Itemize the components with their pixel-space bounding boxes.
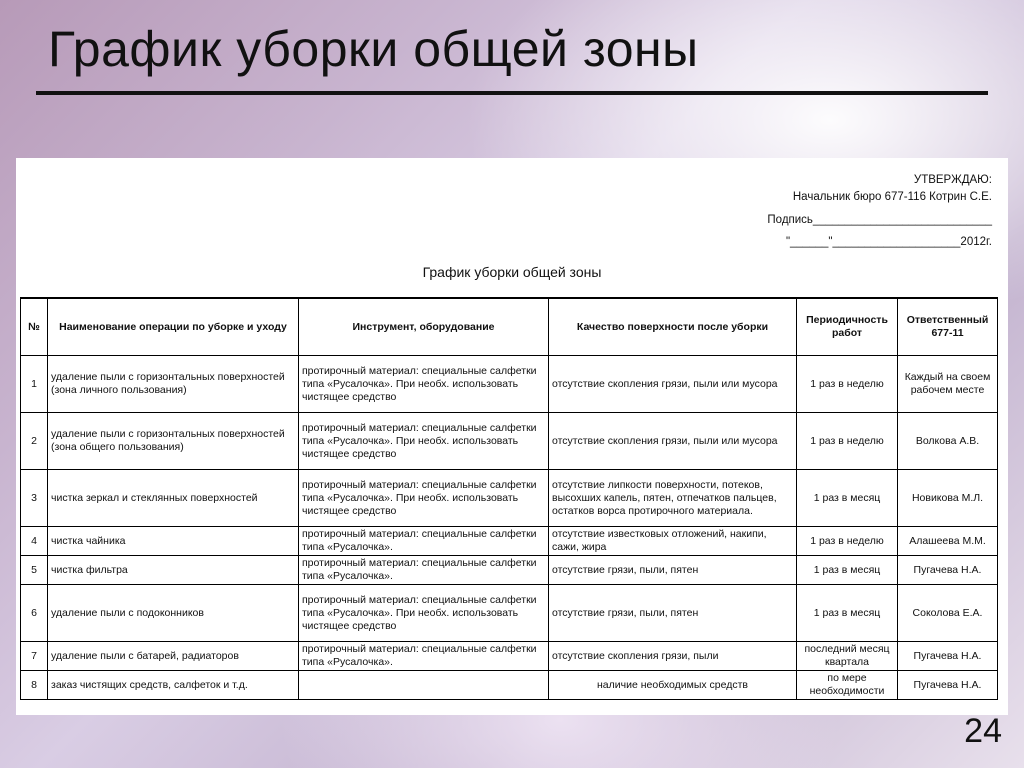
table-row	[21, 527, 998, 556]
row-quality: отсутствие грязи, пыли, пятен	[549, 585, 797, 642]
row-number: 6	[21, 585, 48, 642]
row-operation: удаление пыли с горизонтальных поверхностей (зона общего пользования)	[48, 413, 299, 470]
row-number: 8	[21, 671, 48, 700]
table-row	[21, 413, 998, 470]
row-number: 1	[21, 356, 48, 413]
table-row	[21, 470, 998, 527]
header-tool: Инструмент, оборудование	[299, 298, 549, 356]
row-operation: заказ чистящих средств, салфеток и т.д.	[48, 671, 299, 700]
row-tool	[299, 671, 549, 700]
cleaning-schedule-table	[20, 297, 998, 700]
row-responsible: Алашеева М.М.	[898, 527, 998, 556]
row-quality: отсутствие липкости поверхности, потеков, высохших капель, пятен, отпечатков пальцев, остатков ворса протирочного материала.	[549, 470, 797, 527]
row-responsible: Волкова А.В.	[898, 413, 998, 470]
row-period: 1 раз в месяц	[797, 556, 898, 585]
approval-heading: УТВЕРЖДАЮ:	[913, 174, 992, 186]
row-quality: отсутствие скопления грязи, пыли или мусора	[549, 356, 797, 413]
row-period: по мере необходимости	[797, 671, 898, 700]
header-operation: Наименование операции по уборке и уходу	[48, 298, 299, 356]
slide-title: График уборки общей зоны	[48, 21, 699, 77]
signature-line: Подпись____________________________	[767, 214, 992, 226]
table-row	[21, 556, 998, 585]
table-row	[21, 356, 998, 413]
row-number: 4	[21, 527, 48, 556]
row-responsible: Пугачева Н.А.	[898, 642, 998, 671]
row-tool: протирочный материал: специальные салфетки типа «Русалочка». При необх. использовать чистящее средство	[299, 470, 549, 527]
table-header-row	[21, 298, 998, 356]
row-period: 1 раз в месяц	[797, 470, 898, 527]
row-period: 1 раз в месяц	[797, 585, 898, 642]
row-period: 1 раз в неделю	[797, 356, 898, 413]
row-tool: протирочный материал: специальные салфетки типа «Русалочка».	[299, 642, 549, 671]
page-number: 24	[964, 712, 1002, 750]
row-tool: протирочный материал: специальные салфетки типа «Русалочка».	[299, 527, 549, 556]
row-quality: отсутствие грязи, пыли, пятен	[549, 556, 797, 585]
row-quality: отсутствие известковых отложений, накипи, сажи, жира	[549, 527, 797, 556]
header-quality: Качество поверхности после уборки	[549, 298, 797, 356]
row-tool: протирочный материал: специальные салфетки типа «Русалочка». При необх. использовать чистящее средство	[299, 356, 549, 413]
row-operation: чистка зеркал и стеклянных поверхностей	[48, 470, 299, 527]
row-period: 1 раз в неделю	[797, 413, 898, 470]
title-underline	[36, 91, 988, 95]
row-quality: наличие необходимых средств	[549, 671, 797, 700]
row-responsible: Пугачева Н.А.	[898, 556, 998, 585]
header-number: №	[21, 298, 48, 356]
row-responsible: Новикова М.Л.	[898, 470, 998, 527]
row-number: 3	[21, 470, 48, 527]
date-line: "______"____________________2012г.	[785, 236, 992, 248]
row-operation: удаление пыли с батарей, радиаторов	[48, 642, 299, 671]
document-title: График уборки общей зоны	[422, 264, 602, 280]
row-tool: протирочный материал: специальные салфетки типа «Русалочка». При необх. использовать чистящее средство	[299, 585, 549, 642]
row-tool: протирочный материал: специальные салфетки типа «Русалочка». При необх. использовать чистящее средство	[299, 413, 549, 470]
row-responsible: Соколова Е.А.	[898, 585, 998, 642]
table-row	[21, 585, 998, 642]
header-responsible: Ответственный 677-11	[898, 298, 998, 356]
table-row	[21, 642, 998, 671]
row-tool: протирочный материал: специальные салфетки типа «Русалочка».	[299, 556, 549, 585]
row-operation: чистка фильтра	[48, 556, 299, 585]
row-operation: удаление пыли с подоконников	[48, 585, 299, 642]
approval-block	[767, 172, 992, 251]
row-operation: удаление пыли с горизонтальных поверхностей (зона личного пользования)	[48, 356, 299, 413]
row-operation: чистка чайника	[48, 527, 299, 556]
table-row	[21, 671, 998, 700]
row-number: 2	[21, 413, 48, 470]
header-period: Периодичность работ	[797, 298, 898, 356]
row-number: 7	[21, 642, 48, 671]
row-quality: отсутствие скопления грязи, пыли или мусора	[549, 413, 797, 470]
approver-name: Начальник бюро 677-116 Котрин С.Е.	[792, 191, 992, 203]
row-period: 1 раз в неделю	[797, 527, 898, 556]
row-responsible: Каждый на своем рабочем месте	[898, 356, 998, 413]
document-sheet	[16, 158, 1008, 715]
row-quality: отсутствие скопления грязи, пыли	[549, 642, 797, 671]
row-responsible: Пугачева Н.А.	[898, 671, 998, 700]
row-number: 5	[21, 556, 48, 585]
row-period: последний месяц квартала	[797, 642, 898, 671]
